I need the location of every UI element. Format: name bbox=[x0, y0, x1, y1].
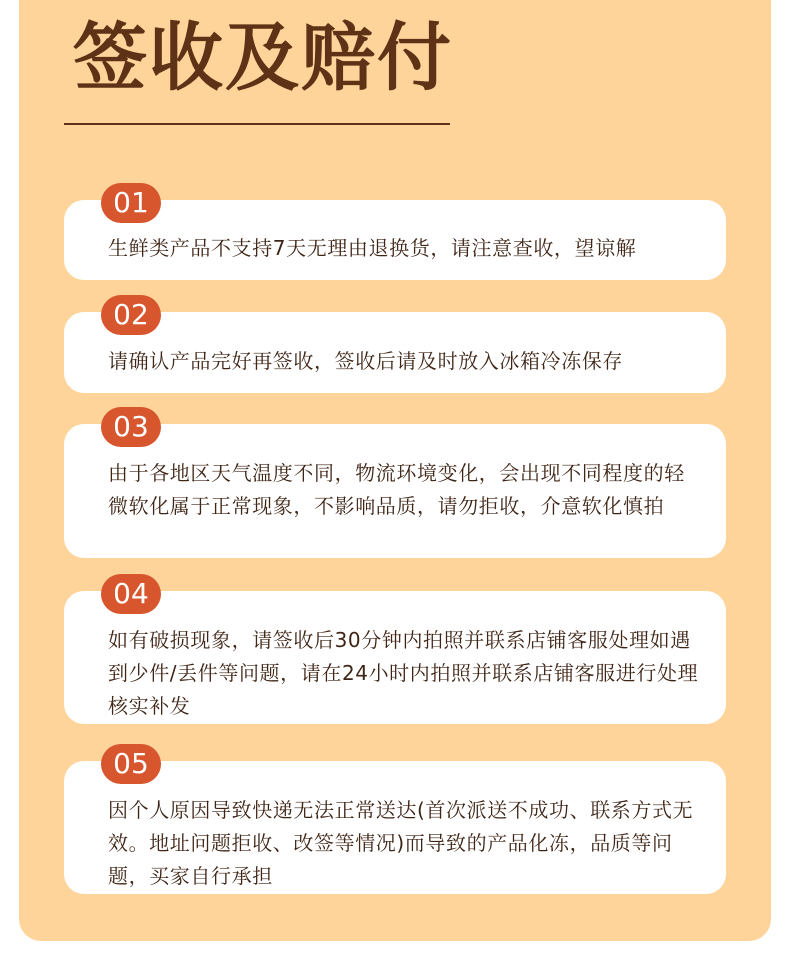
number-badge: 05 bbox=[101, 744, 161, 784]
notice-card-3 bbox=[64, 424, 726, 558]
notice-card-4 bbox=[64, 591, 726, 724]
notice-card-2 bbox=[64, 312, 726, 393]
notice-text: 生鲜类产品不支持7天无理由退换货，请注意查收，望谅解 bbox=[108, 236, 637, 260]
number-badge: 03 bbox=[101, 407, 161, 447]
notice-text: 因个人原因导致快递无法正常送达(首次派送不成功、联系方式无效。地址问题拒收、改签等情况)而导致的产品化冻，品质等问题，买家自行承担 bbox=[108, 798, 694, 888]
title-underline bbox=[64, 123, 450, 125]
number-badge: 04 bbox=[101, 574, 161, 614]
notice-card-5 bbox=[64, 761, 726, 894]
notice-card-1 bbox=[64, 200, 726, 280]
number-badge: 02 bbox=[101, 295, 161, 335]
notice-text: 由于各地区天气温度不同，物流环境变化，会出现不同程度的轻微软化属于正常现象，不影响品质，请勿拒收，介意软化慎拍 bbox=[108, 461, 685, 518]
notice-text: 请确认产品完好再签收，签收后请及时放入冰箱冷冻保存 bbox=[108, 349, 623, 373]
notice-text: 如有破损现象，请签收后30分钟内拍照并联系店铺客服处理如遇到少件/丢件等问题，请在24小时内拍照并联系店铺客服进行处理核实补发 bbox=[108, 628, 699, 718]
page-title: 签收及赔付 bbox=[73, 15, 453, 101]
number-badge: 01 bbox=[101, 183, 161, 223]
